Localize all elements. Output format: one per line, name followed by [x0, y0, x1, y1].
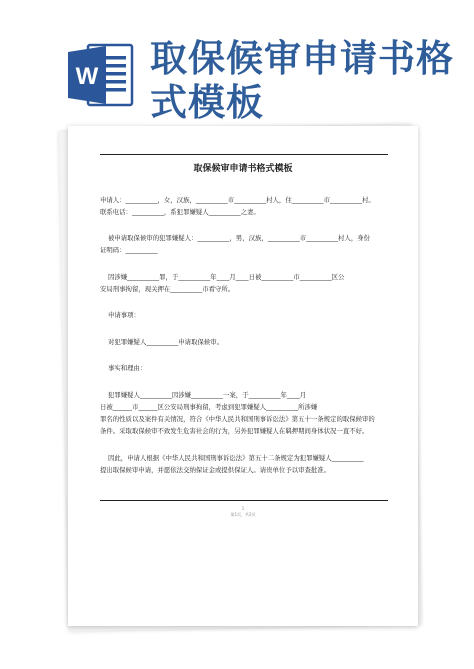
document-line: 罪名的性质以及案件有关情况，符合《中华人民共和国刑事诉讼法》第五十一条规定的取保候审的	[100, 415, 375, 423]
document-line: 申请人：__________，女，汉族，__________市__________村人，住__________市__________村。	[100, 196, 375, 204]
document-line: 证明码：__________	[100, 246, 158, 254]
top-rule	[100, 154, 388, 155]
word-letter: W	[75, 63, 99, 90]
banner-title-line-2: 式模板	[150, 81, 264, 124]
page-footer: 第1页，共2页	[230, 512, 256, 517]
document-line: 犯罪嫌疑人__________因涉嫌__________一案，于__________年____月	[108, 391, 307, 399]
document-line: 日被______市______区公安局刑事拘留，考虑到犯罪嫌疑人__________所涉嫌	[100, 403, 318, 411]
document-line: 联系电话：__________，系犯罪嫌疑人__________之妻。	[100, 208, 260, 216]
document-line: 对犯罪嫌疑人__________申请取保候审。	[108, 338, 224, 346]
document-title: 取保候审申请书格式模板	[193, 164, 293, 174]
document-line: 被申请取保候审的犯罪嫌疑人：__________，男，汉族，__________市__________村人，身份	[108, 234, 371, 242]
document-line: 因涉嫌__________罪，于__________年____月____日被__________市__________区公	[108, 273, 345, 281]
page-number: 1	[241, 506, 245, 511]
document-line: 申请事项：	[108, 311, 140, 319]
document-line: 提出取保候审申请，并愿依法交纳保证金或提供保证人。请贵单位予以审查批准。	[100, 466, 331, 474]
banner-title-line-1: 取保候审申请书格	[150, 37, 454, 80]
document-line: 因此，申请人根据《中华人民共和国刑事诉讼法》第五十二条规定为犯罪嫌疑人__________	[108, 454, 364, 462]
bottom-rule	[100, 500, 388, 501]
document-line: 安局刑事拘留，现关押在__________市看守所。	[100, 285, 235, 293]
document-page	[68, 126, 418, 626]
document-line: 条件。采取取保候审不致发生危害社会的行为，另外犯罪嫌疑人在羁押期间身体状况一直不好。	[100, 427, 369, 435]
header-banner	[0, 0, 474, 125]
word-document-icon	[66, 42, 134, 108]
document-line: 事实和理由：	[108, 364, 147, 372]
